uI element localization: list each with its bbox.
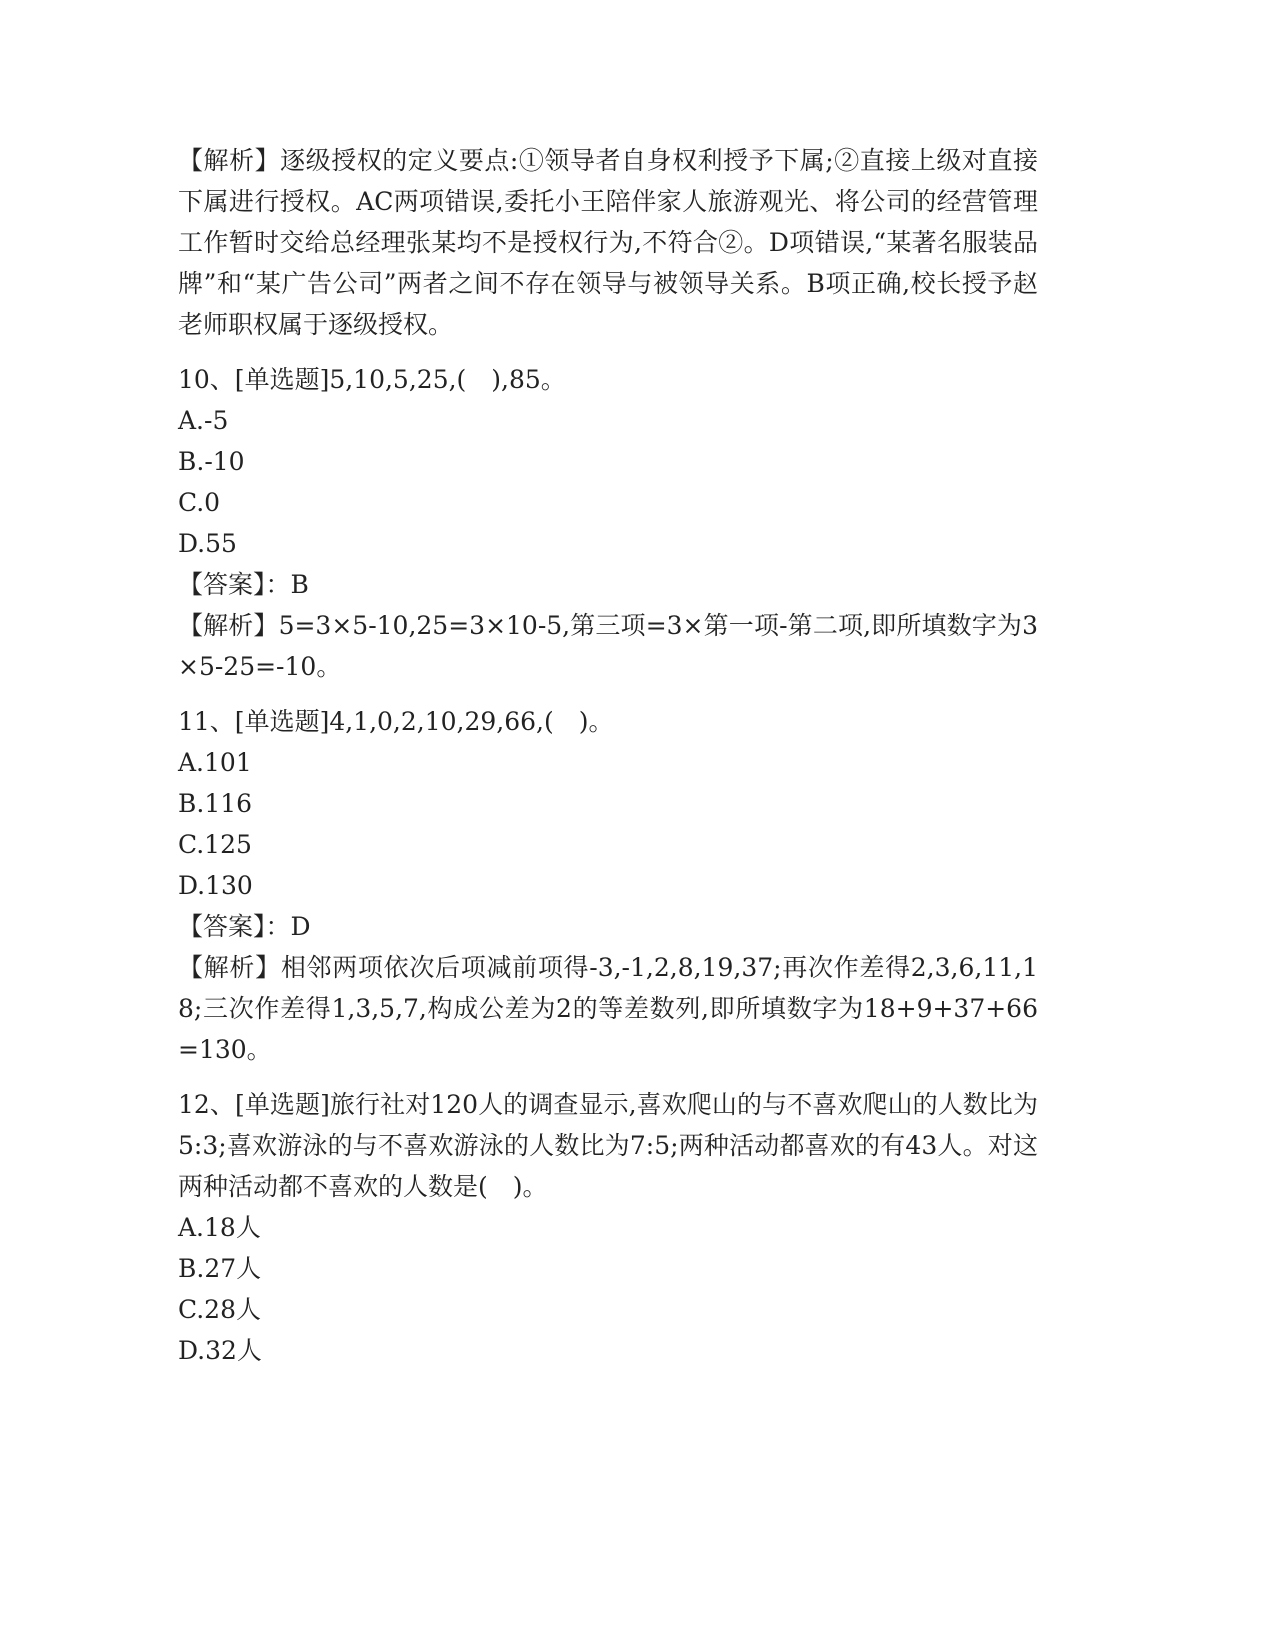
option-c: C.0 bbox=[178, 488, 221, 517]
option-c: C.125 bbox=[178, 830, 252, 859]
question-12 bbox=[178, 1084, 1038, 1371]
option-d: D.32人 bbox=[178, 1336, 262, 1365]
option-a: A.101 bbox=[178, 748, 252, 777]
question-stem: 10、[单选题]5,10,5,25,( ),85。 bbox=[178, 365, 566, 394]
analysis-text: 【解析】5=3×5-10,25=3×10-5,第三项=3×第一项-第二项,即所填数字为3×5-25=-10。 bbox=[178, 611, 1038, 681]
option-c: C.28人 bbox=[178, 1295, 261, 1324]
question-11 bbox=[178, 701, 1038, 1070]
option-b: B.-10 bbox=[178, 447, 245, 476]
analysis-text: 【解析】逐级授权的定义要点:①领导者自身权利授予下属;②直接上级对直接下属进行授权。AC两项错误,委托小王陪伴家人旅游观光、将公司的经营管理工作暂时交给总经理张某均不是授权行为,不符合②。D项错误,“某著名服装品牌”和“某广告公司”两者之间不存在领导与被领导关系。B项正确,校长授予赵老师职权属于逐级授权。 bbox=[178, 146, 1038, 339]
option-a: A.18人 bbox=[178, 1213, 261, 1242]
document-page bbox=[178, 140, 1038, 1385]
option-d: D.55 bbox=[178, 529, 237, 558]
analysis-text: 【解析】相邻两项依次后项减前项得-3,-1,2,8,19,37;再次作差得2,3,6,11,18;三次作差得1,3,5,7,构成公差为2的等差数列,即所填数字为18+9+37+66=130。 bbox=[178, 953, 1038, 1064]
question-stem: 11、[单选题]4,1,0,2,10,29,66,( )。 bbox=[178, 707, 614, 736]
previous-analysis-block bbox=[178, 140, 1038, 345]
option-b: B.116 bbox=[178, 789, 253, 818]
answer-text: 【答案】：D bbox=[178, 912, 311, 941]
question-stem: 12、[单选题]旅行社对120人的调查显示,喜欢爬山的与不喜欢爬山的人数比为5:3;喜欢游泳的与不喜欢游泳的人数比为7:5;两种活动都喜欢的有43人。对这两种活动都不喜欢的人数是( )。 bbox=[178, 1090, 1038, 1201]
option-d: D.130 bbox=[178, 871, 253, 900]
option-a: A.-5 bbox=[178, 406, 229, 435]
question-10 bbox=[178, 359, 1038, 687]
option-b: B.27人 bbox=[178, 1254, 262, 1283]
answer-text: 【答案】：B bbox=[178, 570, 309, 599]
